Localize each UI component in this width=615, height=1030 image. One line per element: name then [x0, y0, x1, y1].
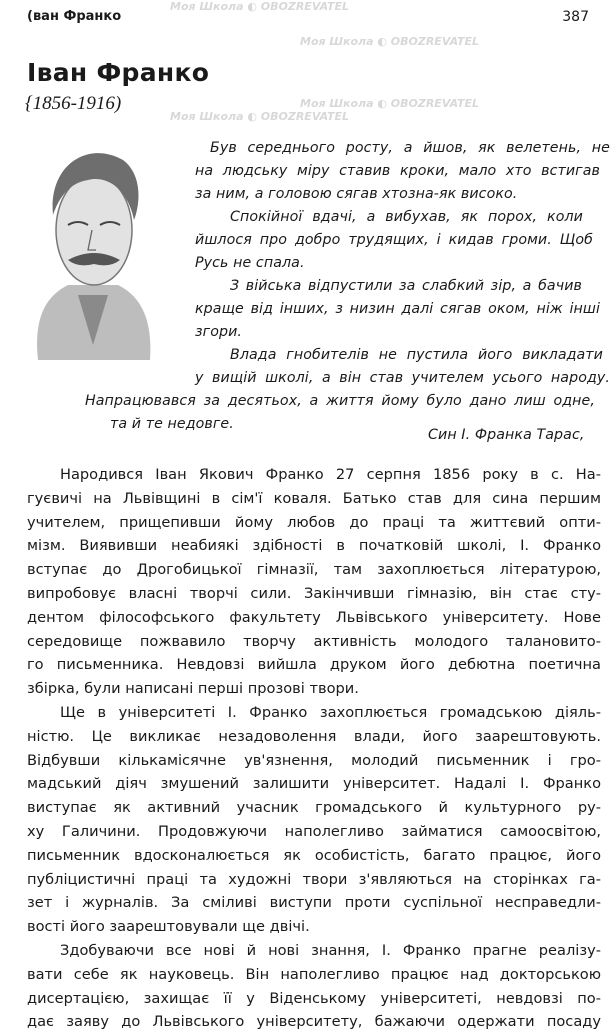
body-line: дентом філософського факультету Львівського університету. Нове	[27, 608, 601, 626]
body-line: Відбувши кількамісячне ув'язнення, молодий письменник і гро-	[27, 751, 601, 769]
body-line: дисертацією, захищає її у Віденському університеті, невдовзі по-	[27, 989, 601, 1007]
epigraph-line: за ним, а головою сягав хтозна-як високо.	[195, 186, 518, 202]
epigraph-line: Влада гнобителів не пустила його викладати	[230, 347, 603, 363]
page-title: Іван Франко	[27, 58, 210, 87]
body-line: гуєвичі на Львівщині в сім'ї коваля. Батько став для сина першим	[27, 489, 601, 507]
epigraph-line: у вищій школі, а він став учителем усього народу.	[195, 370, 610, 386]
body-line: випробовує власні творчі сили. Закінчивши гімназію, він стає сту-	[27, 585, 601, 602]
body-line: Здобуваючи все нові й нові знання, І. Франко прагне реалізу-	[60, 942, 601, 959]
body-line: вості його заарештовували ще двічі.	[27, 918, 310, 936]
body-line: ху Галичини. Продовжуючи наполегливо займатися самоосвітою,	[27, 823, 601, 840]
body-line: середовище пожвавило творчу активність молодого талановито-	[27, 632, 601, 650]
epigraph-line: З війська відпустили за слабкий зір, а бачив	[230, 278, 582, 294]
epigraph-line: Русь не спала.	[195, 255, 305, 271]
body-line: Ще в університеті І. Франко захоплюється громадською діяль-	[60, 704, 601, 721]
body-line: публіцистичні праці та художні твори з'являються на сторінках га-	[27, 870, 601, 888]
body-line: учителем, прищепивши йому любов до праці та життєвий опти-	[27, 513, 601, 531]
body-line: мадський діяч змушений залишити університет. Надалі І. Франко	[27, 775, 601, 793]
body-line: Народився Іван Якович Франко 27 серпня 1856 року в с. На-	[60, 466, 601, 483]
epigraph-line: згори.	[195, 324, 243, 340]
body-line: письменник вдосконалюється як особистість, багато працює, його	[27, 846, 601, 864]
watermark: Моя Школа ◐ OBOZREVATEL	[300, 97, 480, 110]
epigraph-line: Напрацювався за десятьох, а життя йому було дано лиш одне,	[85, 393, 595, 409]
running-header: (ван Франко	[27, 9, 122, 24]
body-line: збірка, були написані перші прозові твори.	[27, 680, 359, 698]
watermark: Моя Школа ◐ OBOZREVATEL	[300, 35, 480, 48]
body-line: зет і журналів. За сміливі виступи проти суспільної несправедли-	[27, 894, 601, 912]
body-line: мізм. Виявивши неабиякі здібності в початковій школі, І. Франко	[27, 537, 601, 555]
epigraph-line: Спокійної вдачі, а вибухав, як порох, коли	[230, 209, 583, 225]
body-line: вступає до Дрогобицької гімназії, там захоплюється літературою,	[27, 561, 601, 579]
body-line: виступає як активний учасник громадського й культурного ру-	[27, 799, 601, 817]
body-line: дає заяву до Львівського університету, бажаючи одержати посаду	[27, 1013, 601, 1030]
epigraph-line: на людську міру ставив кроки, мало хто встигав	[195, 163, 600, 179]
epigraph-line: краще від інших, з низин далі сягав оком, ніж інші	[195, 301, 600, 317]
watermark: Моя Школа ◐ OBOZREVATEL	[170, 0, 350, 13]
body-line: го письменника. Невдовзі вийшла друком його дебютна поетична	[27, 656, 601, 674]
epigraph-line: та й те недовге.	[110, 416, 234, 432]
page-number: 387	[562, 9, 589, 25]
body-line: ністю. Це викликає незадоволення влади, його заарештовують.	[27, 727, 601, 745]
epigraph-attribution: Син І. Франка Тарас,	[428, 427, 585, 443]
life-dates: {1856-1916)	[25, 93, 122, 114]
watermark: Моя Школа ◐ OBOZREVATEL	[170, 110, 350, 123]
body-line: вати себе як науковець. Він наполегливо працює над докторською	[27, 965, 601, 983]
epigraph-line: Був середнього росту, а йшов, як велетень, не	[210, 140, 610, 156]
epigraph-line: йшлося про добро трудящих, і кидав громи. Щоб	[195, 232, 593, 248]
portrait-image	[28, 145, 158, 360]
